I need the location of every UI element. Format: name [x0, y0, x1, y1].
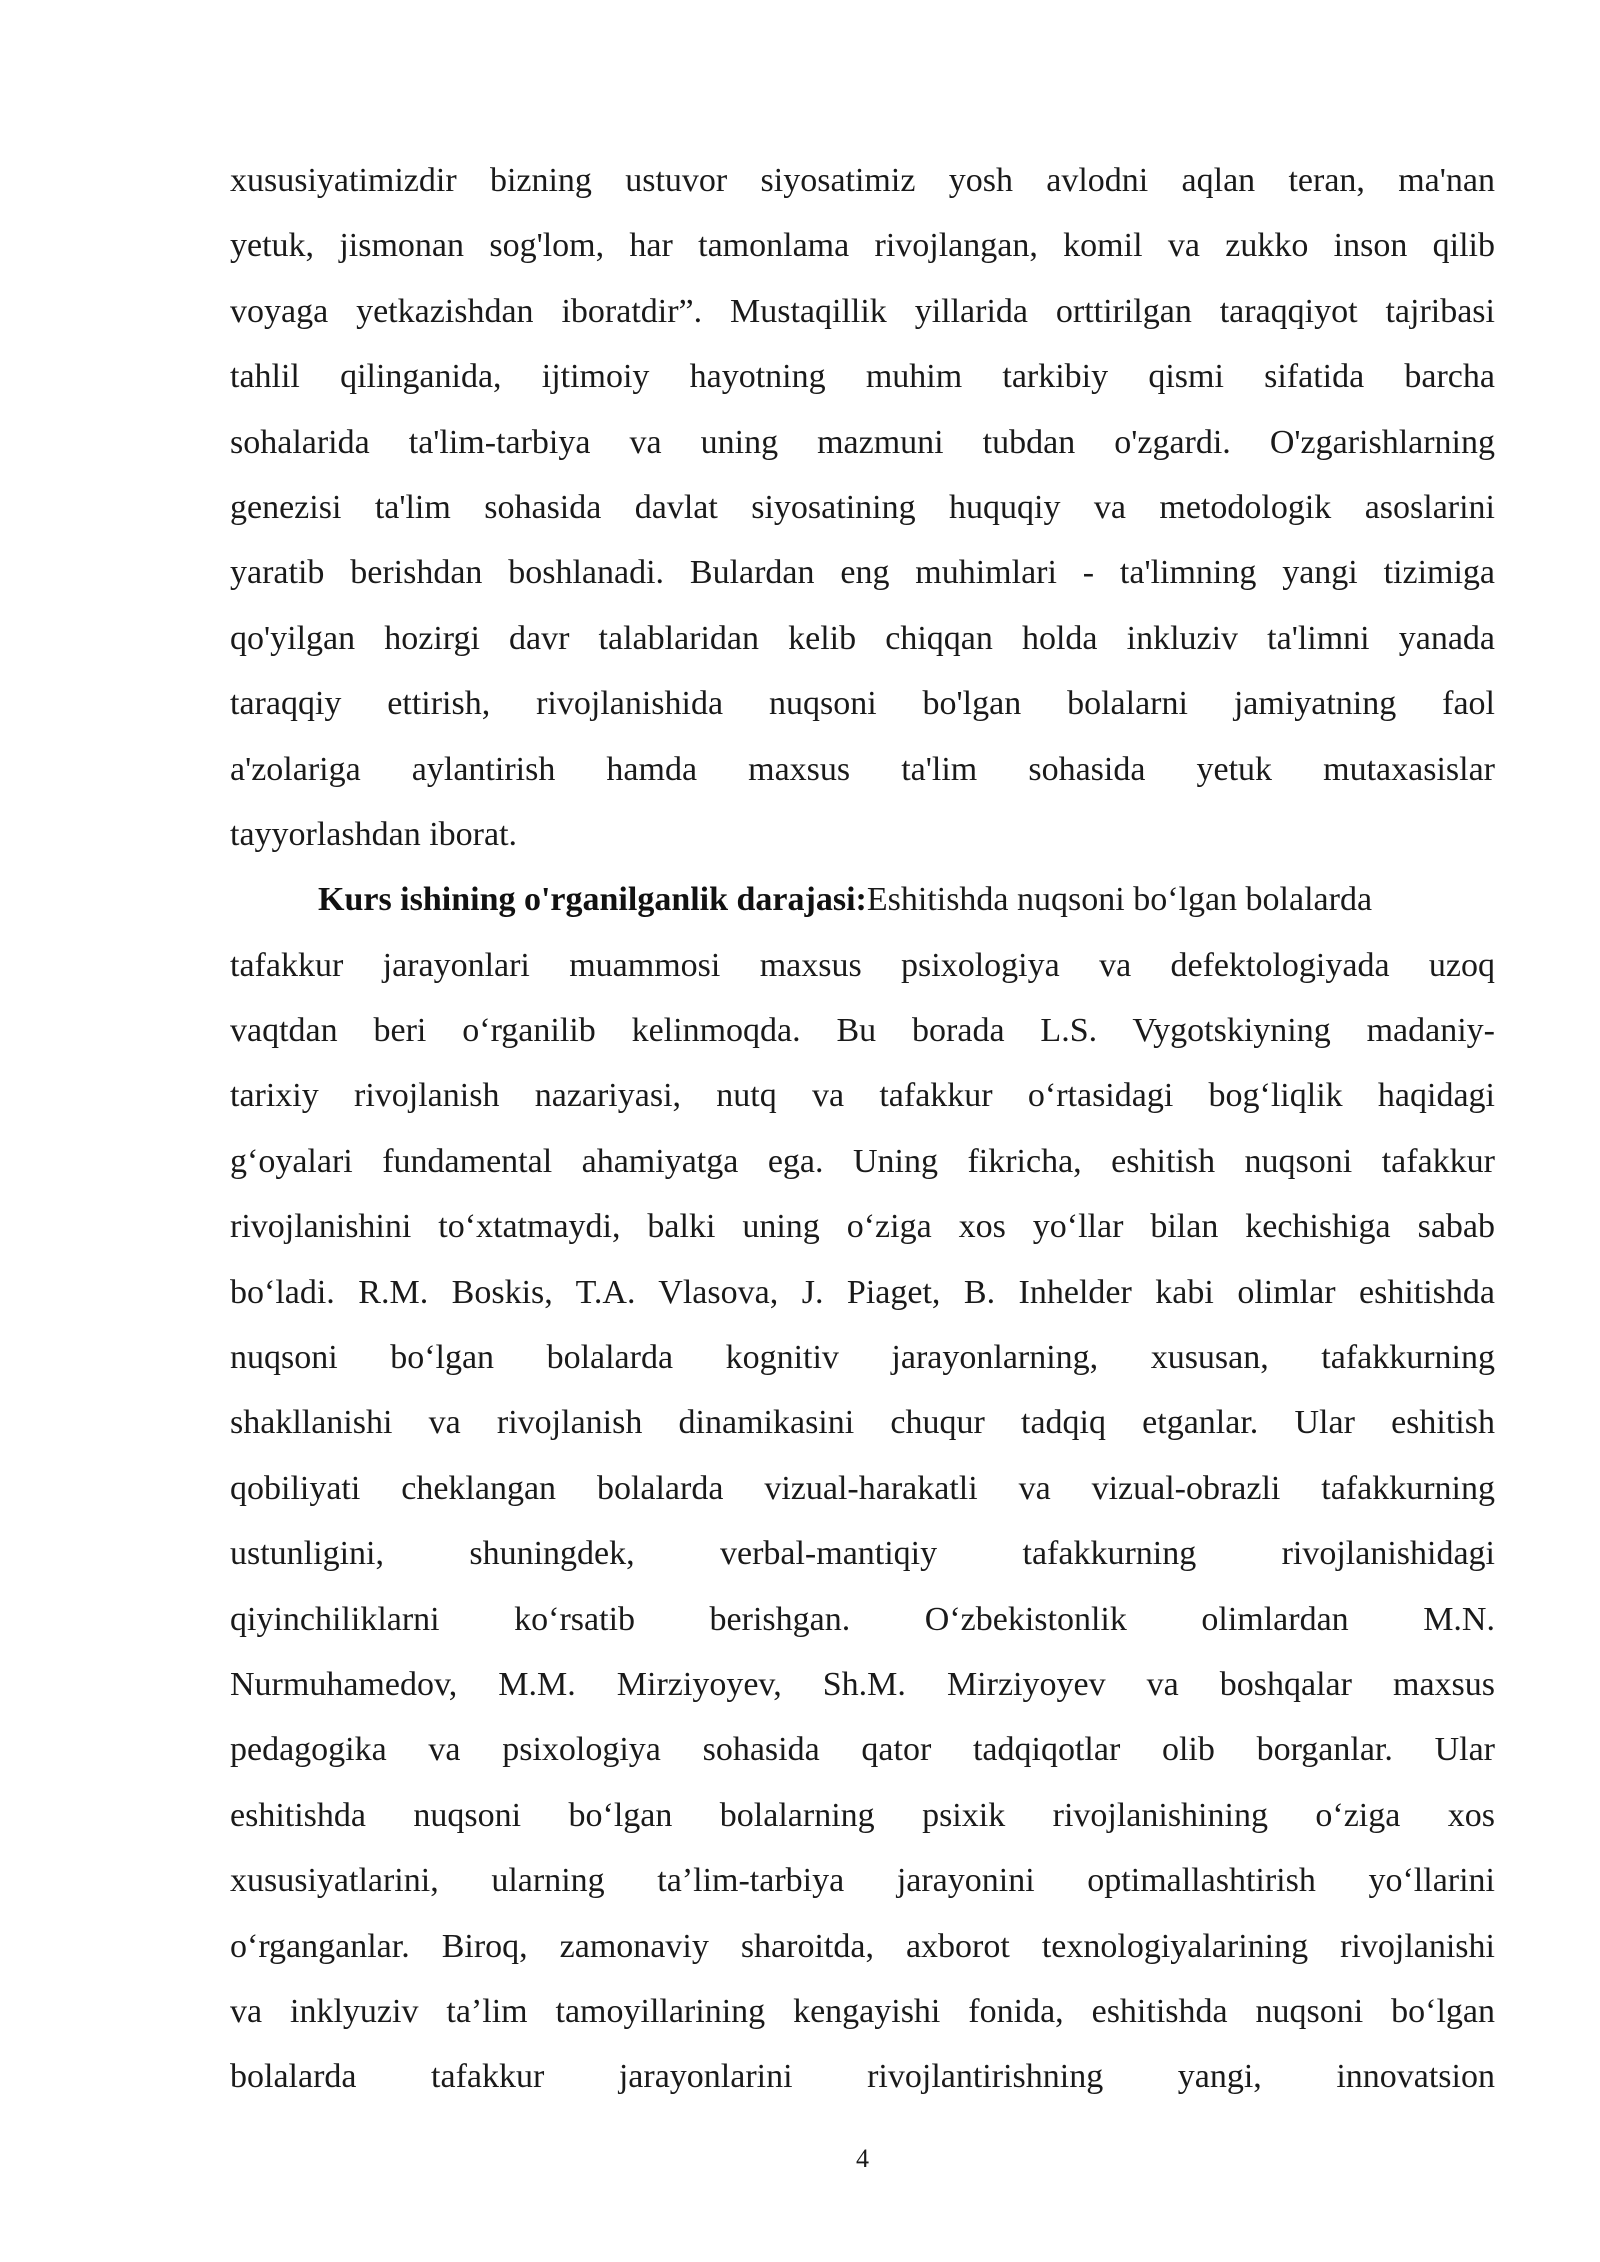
text-line: qo'yilgan hozirgi davr talablaridan kelib chiqqan holda inkluziv ta'limni yanada	[230, 619, 1495, 657]
text-line: xususiyatlarini, ularning ta’lim-tarbiya jarayonini optimallashtirish yo‘llarini	[230, 1862, 1495, 1900]
text-line: ustunligini, shuningdek, verbal-mantiqiy tafakkurning rivojlanishidagi	[230, 1535, 1495, 1573]
page-number: 4	[856, 2144, 869, 2173]
text-line: a'zolariga aylantirish hamda maxsus ta'lim sohasida yetuk mutaxasislar	[230, 750, 1495, 788]
text-line: eshitishda nuqsoni bo‘lgan bolalarning psixik rivojlanishining o‘ziga xos	[230, 1796, 1495, 1834]
text-line: taraqqiy ettirish, rivojlanishida nuqsoni bo'lgan bolalarni jamiyatning faol	[230, 685, 1495, 723]
text-line: yaratib berishdan boshlanadi. Bulardan eng muhimlari - ta'limning yangi tizimiga	[230, 554, 1495, 592]
text-line: tayyorlashdan iborat.	[230, 815, 518, 853]
text-line: bolalarda tafakkur jarayonlarini rivojlantirishning yangi, innovatsion	[230, 2058, 1495, 2096]
text-line: vaqtdan beri o‘rganilib kelinmoqda. Bu borada L.S. Vygotskiyning madaniy-	[230, 1012, 1495, 1050]
text-line: nuqsoni bo‘lgan bolalarda kognitiv jarayonlarning, xususan, tafakkurning	[230, 1339, 1495, 1377]
heading-line-text: Eshitishda nuqsoni bo‘lgan bolalarda	[866, 881, 1373, 919]
text-line: Nurmuhamedov, M.M. Mirziyoyev, Sh.M. Mirziyoyev va boshqalar maxsus	[230, 1665, 1495, 1703]
body-text	[230, 148, 1495, 2110]
text-line: rivojlanishini to‘xtatmaydi, balki uning o‘ziga xos yo‘llar bilan kechishiga sabab	[230, 1208, 1495, 1246]
text-line: g‘oyalari fundamental ahamiyatga ega. Uning fikricha, eshitish nuqsoni tafakkur	[230, 1142, 1495, 1180]
text-line: genezisi ta'lim sohasida davlat siyosatining huquqiy va metodologik asoslarini	[230, 488, 1495, 526]
text-line: qobiliyati cheklangan bolalarda vizual-harakatli va vizual-obrazli tafakkurning	[230, 1469, 1495, 1507]
text-line: pedagogika va psixologiya sohasida qator tadqiqotlar olib borganlar. Ular	[230, 1731, 1495, 1769]
text-line: qiyinchiliklarni ko‘rsatib berishgan. O‘zbekistonlik olimlardan M.N.	[230, 1600, 1495, 1638]
text-line: shakllanishi va rivojlanish dinamikasini chuqur tadqiq etganlar. Ular eshitish	[230, 1404, 1495, 1442]
text-line: va inklyuziv ta’lim tamoyillarining kengayishi fonida, eshitishda nuqsoni bo‘lgan	[230, 1992, 1495, 2030]
text-line: tarixiy rivojlanish nazariyasi, nutq va tafakkur o‘rtasidagi bog‘liqlik haqidagi	[230, 1077, 1495, 1115]
text-line: bo‘ladi. R.M. Boskis, T.A. Vlasova, J. Piaget, B. Inhelder kabi olimlar eshitishda	[230, 1273, 1495, 1311]
text-line: yetuk, jismonan sog'lom, har tamonlama rivojlangan, komil va zukko inson qilib	[230, 227, 1495, 265]
text-line: xususiyatimizdir bizning ustuvor siyosatimiz yosh avlodni aqlan teran, ma'nan	[230, 162, 1495, 199]
text-line: sohalarida ta'lim-tarbiya va uning mazmuni tubdan o'zgardi. O'zgarishlarning	[230, 423, 1495, 461]
paragraph-heading-line	[230, 867, 1495, 932]
section-heading: Kurs ishining o'rganilganlik darajasi:	[318, 881, 867, 919]
text-line: o‘rganganlar. Biroq, zamonaviy sharoitda, axborot texnologiyalarining rivojlanishi	[230, 1927, 1495, 1965]
text-line: tahlil qilinganida, ijtimoiy hayotning muhim tarkibiy qismi sifatida barcha	[230, 358, 1495, 396]
text-line: voyaga yetkazishdan iboratdir”. Mustaqillik yillarida orttirilgan taraqqiyot tajribasi	[230, 292, 1495, 330]
text-line: tafakkur jarayonlari muammosi maxsus psixologiya va defektologiyada uzoq	[230, 946, 1495, 984]
